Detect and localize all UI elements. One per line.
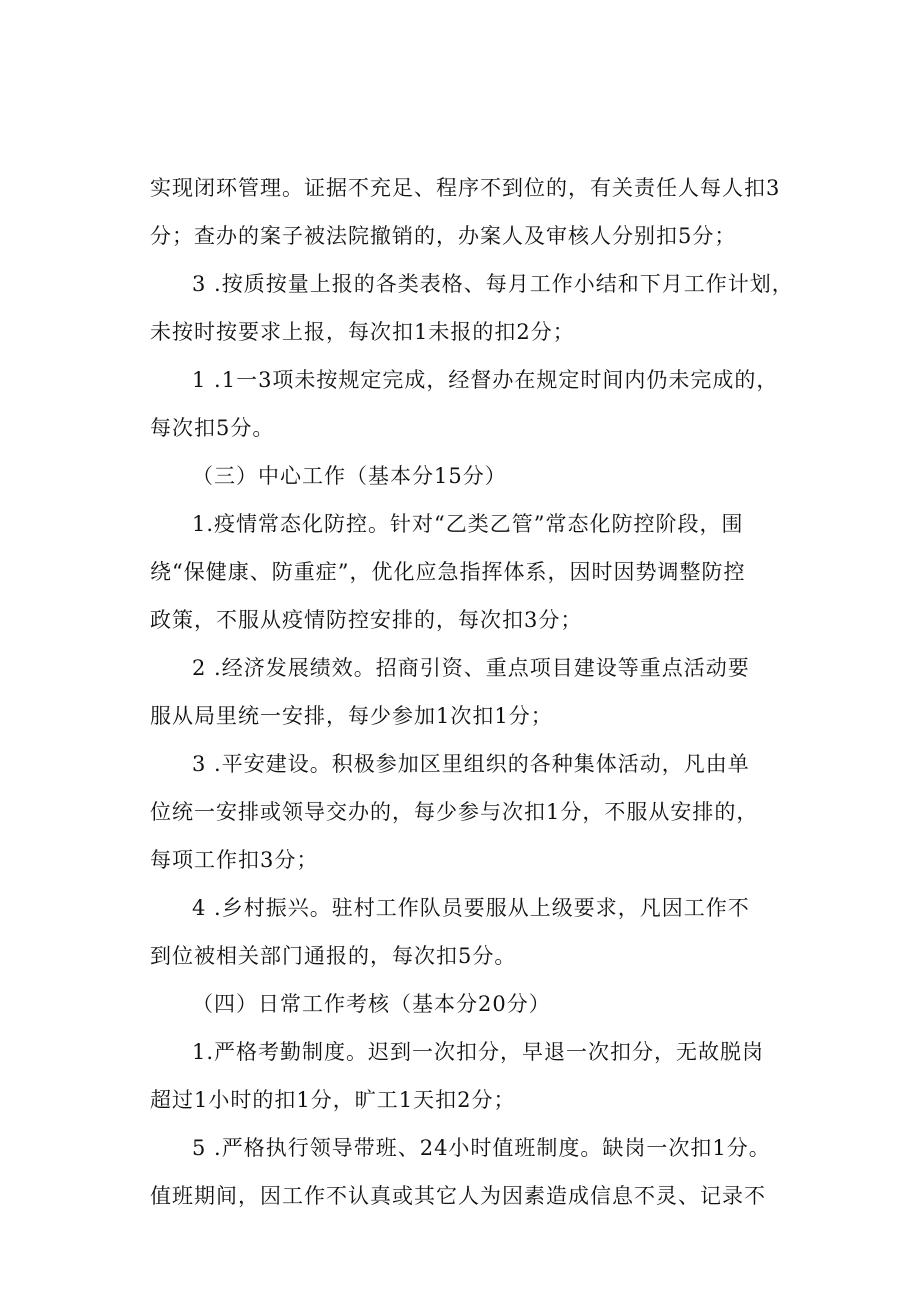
paragraph-item <box>150 644 810 740</box>
text-line: 3 .平安建设。积极参加区里组织的各种集体活动，凡由单 <box>192 752 750 776</box>
paragraph-item <box>150 500 810 644</box>
text-line: 政策，不服从疫情防控安排的，每次扣3分； <box>150 608 583 632</box>
text-line: 分；查办的案子被法院撤销的，办案人及审核人分别扣5分； <box>150 224 737 248</box>
heading-text: （三）中心工作（基本分15分） <box>192 464 507 488</box>
text-line: 每次扣5分。 <box>150 416 275 440</box>
text-line: 3 .按质按量上报的各类表格、每月工作小结和下月工作计划， <box>192 272 794 296</box>
section-heading <box>150 452 810 500</box>
text-line: 1.严格考勤制度。迟到一次扣分，早退一次扣分，无故脱岗 <box>192 1040 765 1064</box>
paragraph-item <box>150 884 810 980</box>
paragraph-item <box>150 260 810 356</box>
text-line: 1.疫情常态化防控。针对“乙类乙管”常态化防控阶段，围 <box>192 512 744 536</box>
text-line: 5 .严格执行领导带班、24小时值班制度。缺岗一次扣1分。 <box>192 1136 771 1160</box>
paragraph-item <box>150 1124 810 1220</box>
text-line: 值班期间，因工作不认真或其它人为因素造成信息不灵、记录不 <box>150 1184 766 1208</box>
text-line: 未按时按要求上报，每次扣1未报的扣2分； <box>150 320 575 344</box>
text-line: 实现闭环管理。证据不充足、程序不到位的，有关责任人每人扣3 <box>150 176 781 200</box>
heading-text: （四）日常工作考核（基本分20分） <box>192 992 551 1016</box>
text-line: 4 .乡村振兴。驻村工作队员要服从上级要求，凡因工作不 <box>192 896 750 920</box>
text-line: 位统一安排或领导交办的，每少参与次扣1分，不服从安排的， <box>150 800 759 824</box>
text-line: 每项工作扣3分； <box>150 848 319 872</box>
paragraph-item <box>150 356 810 452</box>
paragraph-item <box>150 740 810 884</box>
document-body <box>150 164 810 1220</box>
section-heading <box>150 980 810 1028</box>
text-line: 到位被相关部门通报的，每次扣5分。 <box>150 944 517 968</box>
paragraph-continuation <box>150 164 810 260</box>
text-line: 超过1小时的扣1分，旷工1天扣2分； <box>150 1088 516 1112</box>
paragraph-item <box>150 1028 810 1124</box>
text-line: 绕“保健康、防重症”，优化应急指挥体系，因时因势调整防控 <box>150 560 746 584</box>
text-line: 1 .1一3项未按规定完成，经督办在规定时间内仍未完成的， <box>192 368 779 392</box>
text-line: 2 .经济发展绩效。招商引资、重点项目建设等重点活动要 <box>192 656 750 680</box>
text-line: 服从局里统一安排，每少参加1次扣1分； <box>150 704 553 728</box>
